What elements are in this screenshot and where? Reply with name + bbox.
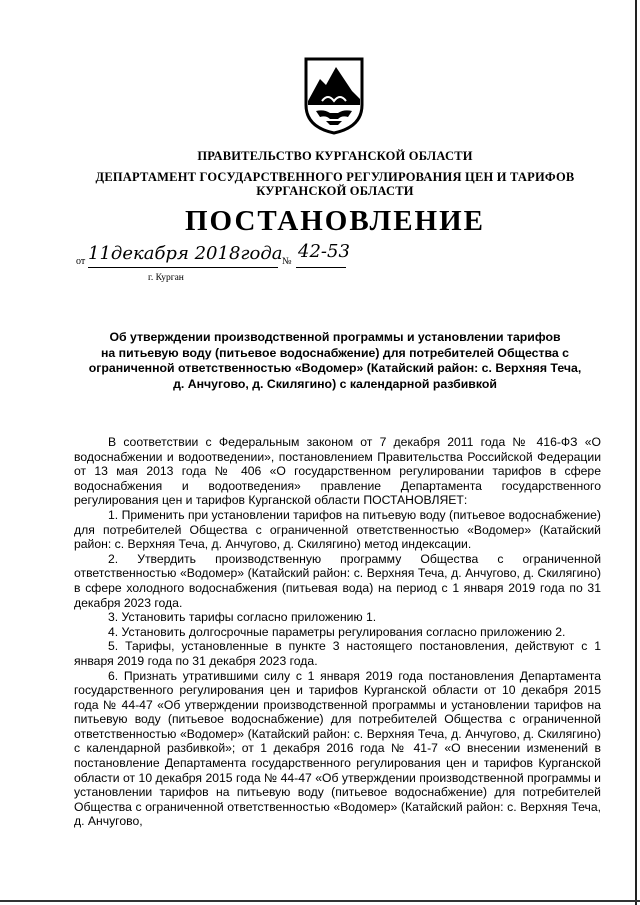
preamble-paragraph: В соответствии с Федеральным законом от 7 декабря 2011 года № 416-ФЗ «О водоснабжении и водоотведении», постановлением Правительства Российской Федерации от 13 мая 2013 года № 406 «О государственном регулировании тарифов в сфере водоснабжения и водоотведения» правление Департамента государственного регулирования цен и тарифов Курганской области ПОСТАНОВЛЯЕТ: bbox=[74, 435, 601, 508]
subject-heading bbox=[80, 330, 590, 392]
subject-line-4: д. Анчугово, д. Скилягино) с календарной разбивкой bbox=[173, 376, 497, 391]
government-name: ПРАВИТЕЛЬСТВО КУРГАНСКОЙ ОБЛАСТИ bbox=[197, 149, 473, 163]
handwritten-number: 42-53 bbox=[298, 241, 350, 262]
dateline bbox=[76, 243, 396, 273]
number-underline bbox=[296, 267, 346, 268]
date-underline bbox=[88, 267, 278, 268]
item-1: 1. Применить при установлении тарифов на питьевую воду (питьевое водоснабжение) для потребителей Общества с ограниченной ответственностью «Водомер» (Катайский район: с. Верхняя Теча, д. Анчугово, д. Скилягино) метод индексации. bbox=[74, 507, 601, 552]
coat-of-arms-icon bbox=[302, 55, 366, 135]
scan-edge-right bbox=[635, 0, 637, 905]
city-label: г. Курган bbox=[148, 273, 184, 283]
department-line-1: ДЕПАРТАМЕНТ ГОСУДАРСТВЕННОГО РЕГУЛИРОВАНИЯ ЦЕН И ТАРИФОВ bbox=[95, 170, 575, 184]
item-2: 2. Утвердить производственную программу Общества с ограниченной ответственностью «Водомер» (Катайский район: с. Верхняя Теча, д. Анчугово, д. Скилягино) в сфере холодного водоснабжения (питьевая вода) на период с 1 января 2019 года по 31 декабря 2023 года. bbox=[74, 551, 601, 610]
department-name bbox=[0, 170, 640, 198]
document-body bbox=[74, 435, 601, 829]
from-label: от bbox=[76, 256, 86, 267]
subject-line-2: на питьевую воду (питьевое водоснабжение) для потребителей Общества с bbox=[101, 345, 569, 360]
department-line-2: КУРГАНСКОЙ ОБЛАСТИ bbox=[256, 184, 414, 198]
scan-edge-bottom bbox=[0, 900, 640, 902]
subject-line-3: ограниченной ответственностью «Водомер» (Катайский район: с. Верхняя Теча, bbox=[88, 361, 582, 375]
handwritten-date: 11декабря 2018года bbox=[88, 243, 283, 264]
item-5: 5. Тарифы, установленные в пункте 3 настоящего постановления, действуют с 1 января 2019 года по 31 декабря 2023 года. bbox=[74, 639, 601, 668]
item-4: 4. Установить долгосрочные параметры регулирования согласно приложению 2. bbox=[108, 624, 566, 639]
item-3: 3. Установить тарифы согласно приложению 1. bbox=[108, 610, 377, 625]
document-type-title: ПОСТАНОВЛЕНИЕ bbox=[184, 205, 485, 237]
item-6: 6. Признать утратившими силу с 1 января 2019 года постановления Департамента государственного регулирования цен и тарифов Курганской области от 10 декабря 2015 года № 44-47 «Об утверждении производственной программы и установлении тарифов на питьевую воду (питьевое водоснабжение) для потребителей Общества с ограниченной ответственностью «Водомер» (Катайский район: с. Верхняя Теча, д. Анчугово, д. Скилягино) с календарной разбивкой»; от 1 декабря 2016 года № 41-7 «О внесении изменений в постановление Департамента государственного регулирования цен и тарифов Курганской области от 10 декабря 2015 года № 44-47 «Об утверждении производственной программы и установлении тарифов на питьевую воду (питьевое водоснабжение) для потребителей Общества с ограниченной ответственностью «Водомер» (Катайский район: с. Верхняя Теча, д. Анчугово, bbox=[74, 668, 601, 829]
number-label: № bbox=[282, 256, 292, 267]
subject-line-1: Об утверждении производственной программы и установлении тарифов bbox=[109, 330, 561, 344]
